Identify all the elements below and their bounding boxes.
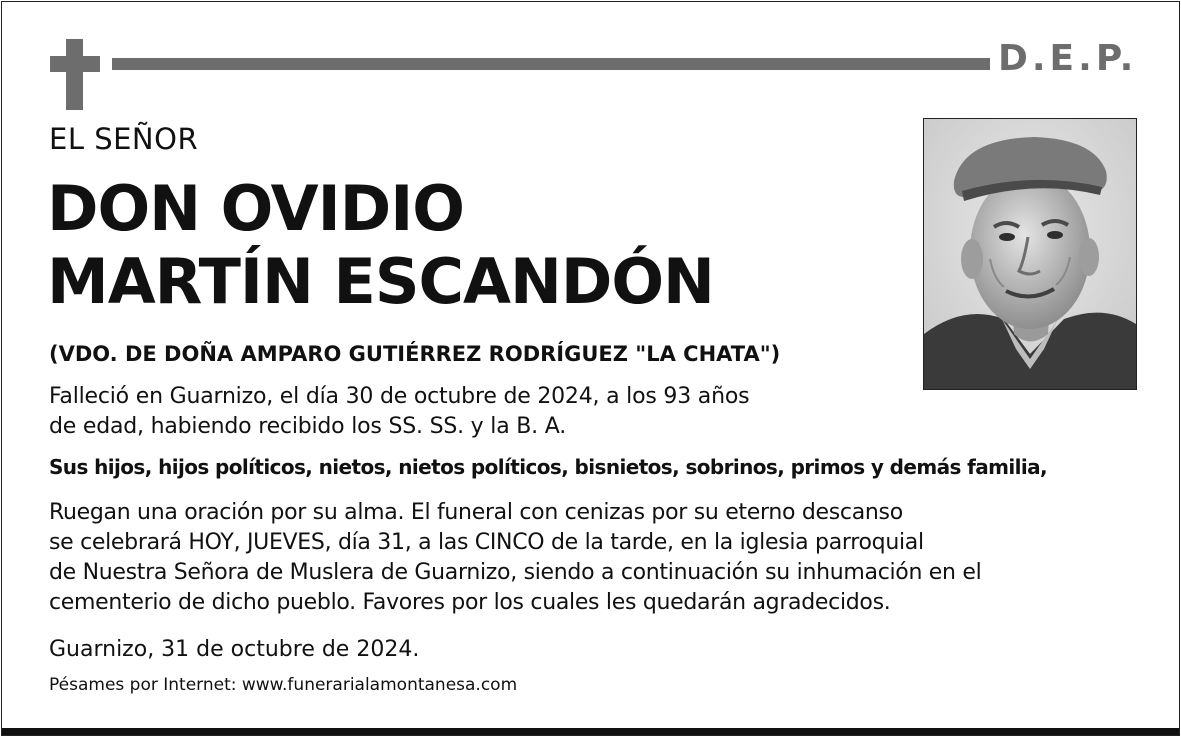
intro-label: EL SEÑOR xyxy=(49,122,199,156)
portrait-photo xyxy=(923,118,1137,390)
date-line: Guarnizo, 31 de octubre de 2024. xyxy=(49,637,420,662)
header-rule xyxy=(112,58,990,70)
cross-icon-arm xyxy=(50,56,100,72)
name-line: MARTÍN ESCANDÓN xyxy=(47,245,714,318)
dep-heading: D.E.P. xyxy=(998,38,1138,79)
funeral-line: cementerio de dicho pueblo. Favores por los cuales les quedarán agradecidos. xyxy=(49,590,891,615)
obituary-card xyxy=(1,1,1180,736)
death-line: Falleció en Guarnizo, el día 30 de octubre de 2024, a los 93 años xyxy=(49,384,750,409)
funeral-line: de Nuestra Señora de Muslera de Guarnizo, siendo a continuación su inhumación en el xyxy=(49,560,982,585)
funeral-notice xyxy=(49,498,981,618)
cross-icon xyxy=(66,39,83,110)
bottom-rule xyxy=(2,728,1179,735)
family-line: Sus hijos, hijos políticos, nietos, nietos políticos, bisnietos, sobrinos, primos y demás familia, xyxy=(49,455,1048,479)
condolences-web: Pésames por Internet: www.funerarialamontanesa.com xyxy=(49,675,518,695)
death-line: de edad, habiendo recibido los SS. SS. y la B. A. xyxy=(49,414,567,439)
portrait-illustration xyxy=(924,119,1136,389)
deceased-name xyxy=(47,172,714,318)
name-line: DON OVIDIO xyxy=(47,172,464,245)
death-notice xyxy=(49,382,749,442)
widower-note: (VDO. DE DOÑA AMPARO GUTIÉRREZ RODRÍGUEZ "LA CHATA") xyxy=(49,342,781,366)
funeral-line: Ruegan una oración por su alma. El funeral con cenizas por su eterno descanso xyxy=(49,500,903,525)
funeral-line: se celebrará HOY, JUEVES, día 31, a las CINCO de la tarde, en la iglesia parroquial xyxy=(49,530,924,555)
